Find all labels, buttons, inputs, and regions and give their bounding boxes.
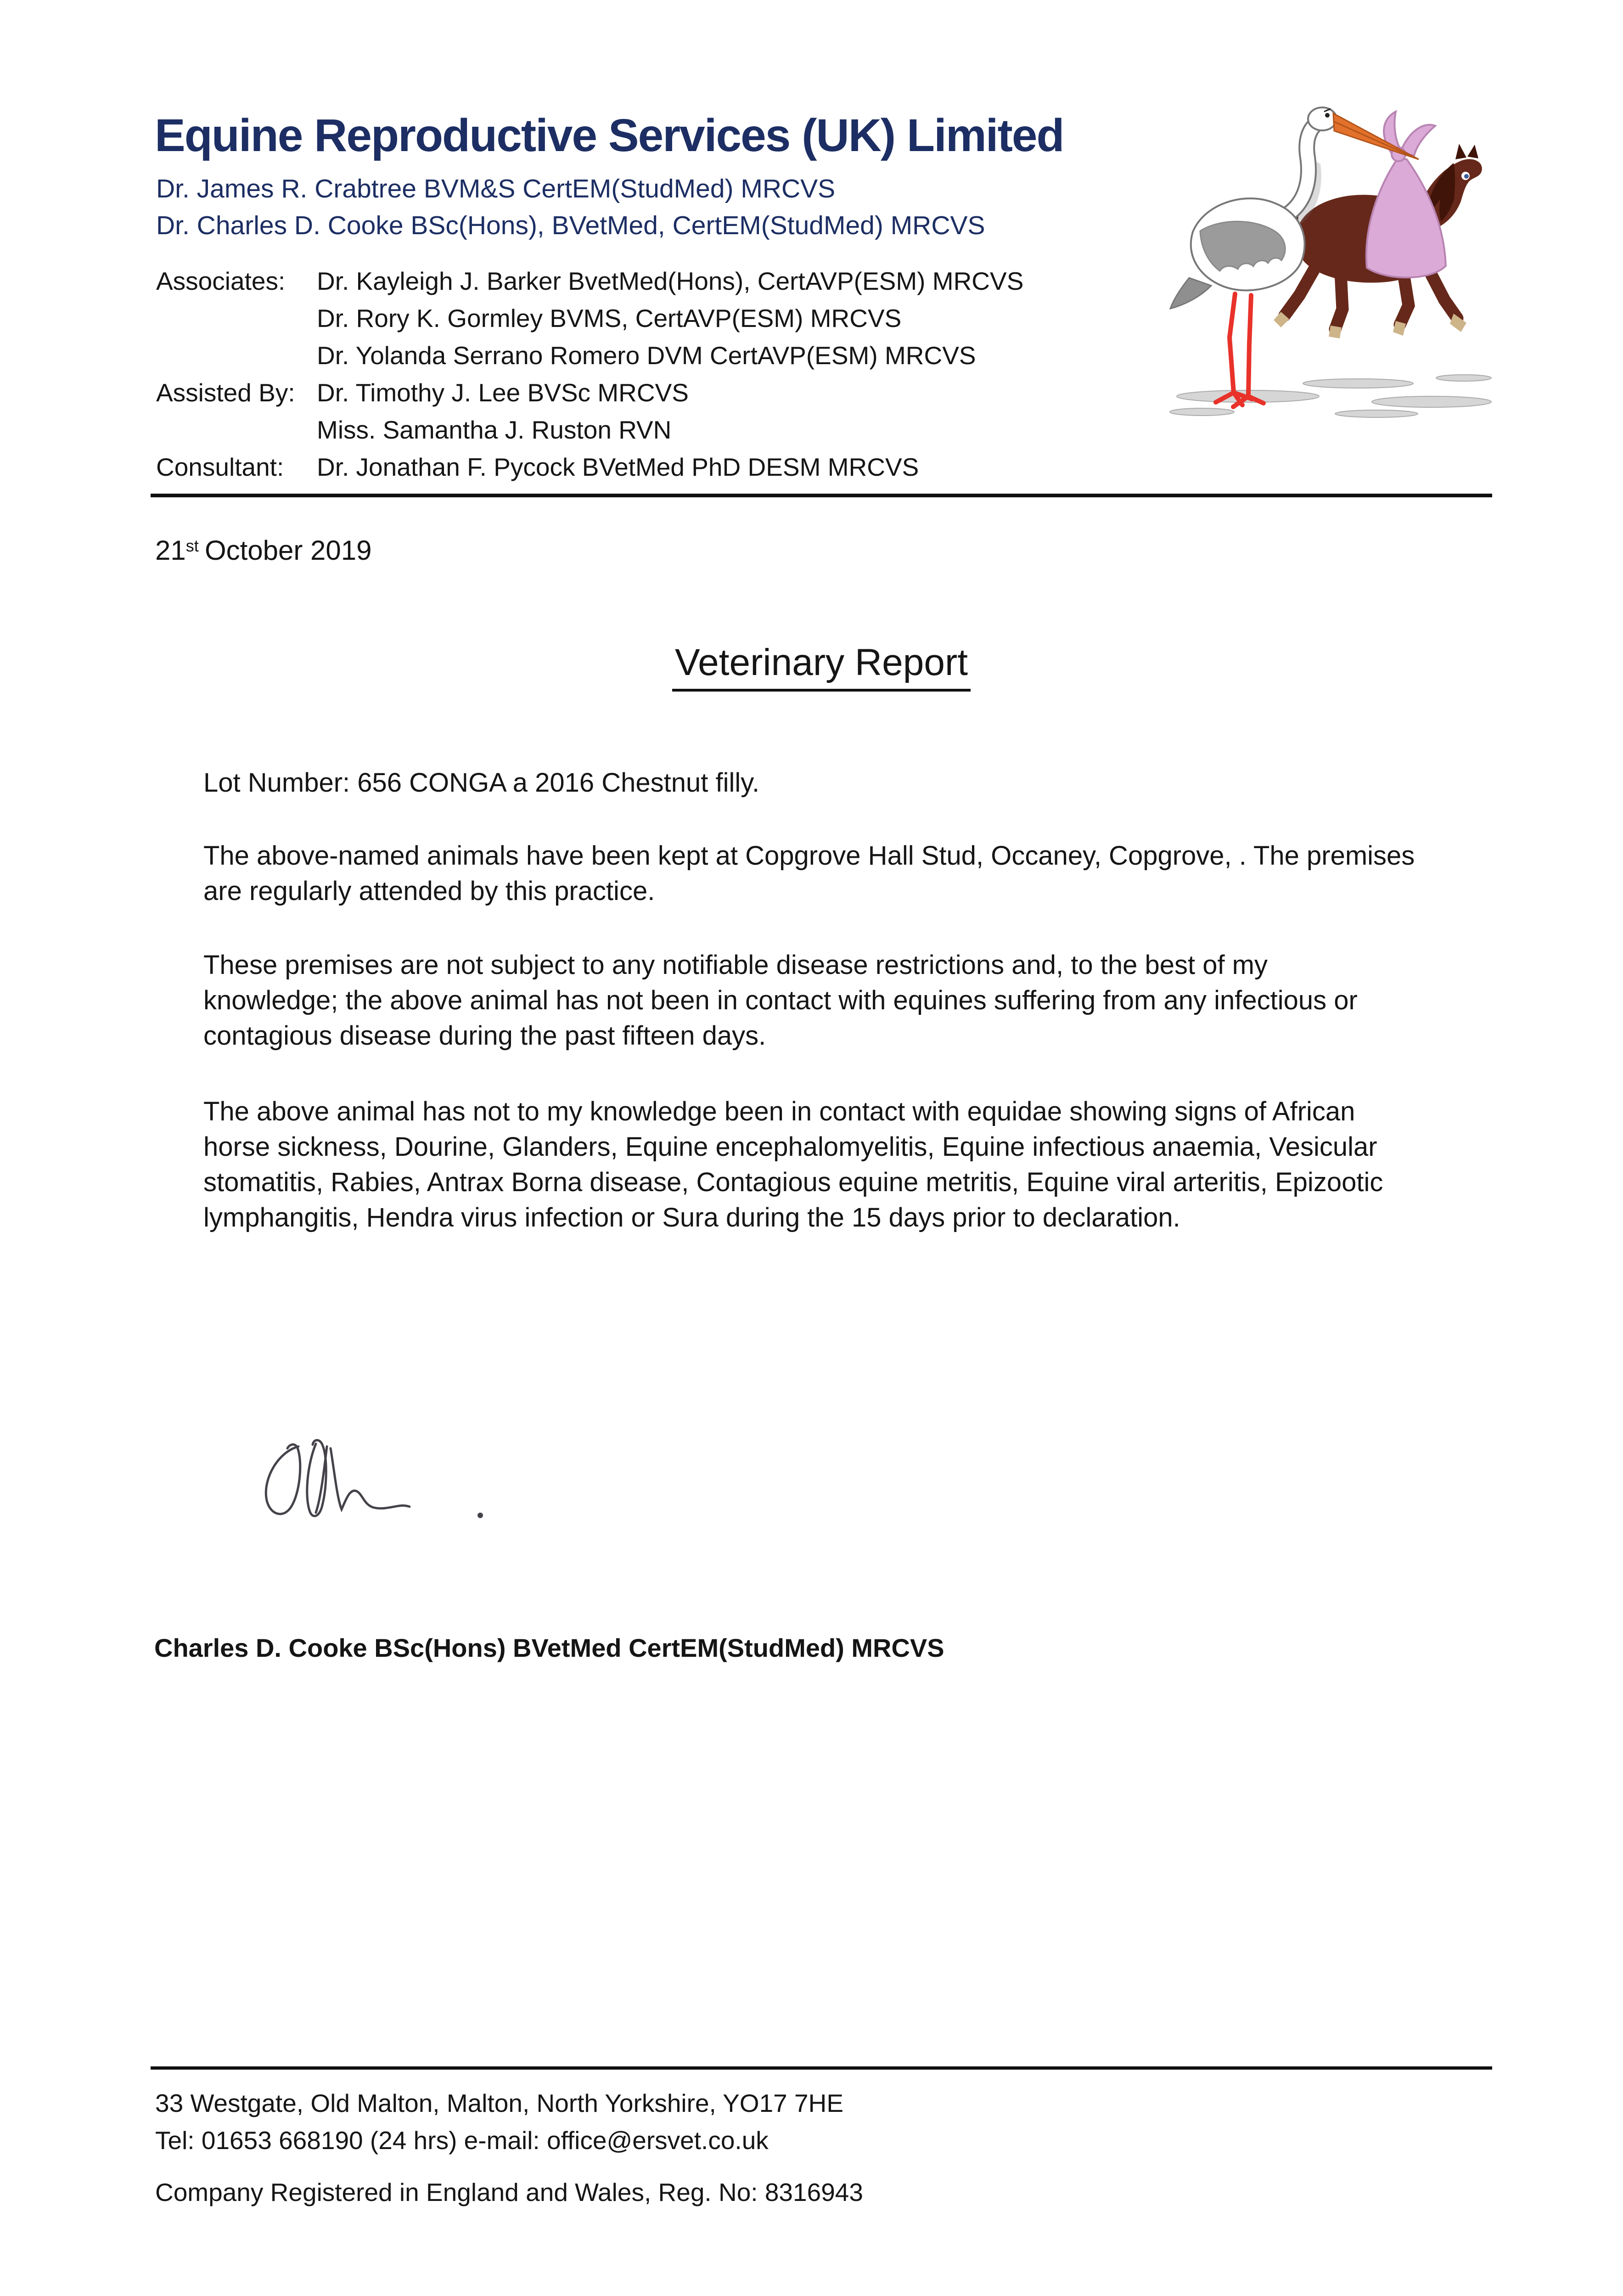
paragraph-line: contagious disease during the past fifteen days. [203, 1021, 766, 1051]
report-title: Veterinary Report [672, 641, 971, 692]
header-divider [151, 494, 1492, 497]
principal-line-2: Dr. Charles D. Cooke BSc(Hons), BVetMed, CertEM(StudMed) MRCVS [156, 211, 985, 240]
paragraph-line: The above-named animals have been kept at Copgrove Hall Stud, Occaney, Copgrove, . The premises [203, 841, 1415, 871]
footer-company-registration: Company Registered in England and Wales, Reg. No: 8316943 [155, 2178, 863, 2206]
paragraph-line: are regularly attended by this practice. [203, 876, 655, 906]
paragraph-line: The above animal has not to my knowledge been in contact with equidae showing signs of African [203, 1097, 1355, 1126]
staff-role-label [156, 300, 317, 337]
principal-line-1: Dr. James R. Crabtree BVM&S CertEM(StudMed) MRCVS [156, 174, 836, 203]
staff-row [156, 374, 1023, 411]
date-ordinal: st [185, 536, 199, 555]
staff-person: Dr. Yolanda Serrano Romero DVM CertAVP(ESM) MRCVS [317, 341, 976, 370]
paragraph-lot-number [203, 765, 759, 800]
paragraph-line: stomatitis, Rabies, Antrax Borna disease, Contagious equine metritis, Equine viral arteritis, Epizootic [203, 1167, 1383, 1197]
paragraph-line: lymphangitis, Hendra virus infection or Sura during the 15 days prior to declaration. [203, 1203, 1180, 1232]
footer-contact: Tel: 01653 668190 (24 hrs) e-mail: office@ersvet.co.uk [155, 2126, 769, 2155]
staff-role-label: Assisted By: [156, 378, 295, 407]
footer-contact-block [155, 2085, 843, 2159]
paragraph-premises [203, 838, 1415, 909]
stork-horse-logo-icon [1161, 80, 1501, 421]
staff-person: Dr. Timothy J. Lee BVSc MRCVS [317, 378, 689, 407]
footer-address: 33 Westgate, Old Malton, Malton, North Yorkshire, YO17 7HE [155, 2089, 844, 2117]
paragraph-declaration [203, 1094, 1383, 1235]
staff-person: Dr. Jonathan F. Pycock BVetMed PhD DESM MRCVS [317, 453, 919, 481]
staff-row [156, 411, 1023, 449]
staff-role-label: Consultant: [156, 453, 284, 481]
staff-role-label [156, 411, 317, 449]
staff-person: Miss. Samantha J. Ruston RVN [317, 416, 672, 444]
footer-divider [151, 2066, 1492, 2070]
staff-row [156, 263, 1023, 300]
staff-role-label: Associates: [156, 267, 286, 295]
letter-date [155, 535, 372, 566]
practice-title: Equine Reproductive Services (UK) Limited [155, 110, 1064, 161]
staff-person: Dr. Rory K. Gormley BVMS, CertAVP(ESM) MRCVS [317, 304, 902, 332]
date-rest: October 2019 [204, 535, 372, 566]
staff-row [156, 300, 1023, 337]
date-day: 21 [155, 535, 186, 566]
report-title-wrap [151, 641, 1492, 692]
paragraph-line: Lot Number: 656 CONGA a 2016 Chestnut filly. [203, 768, 760, 798]
paragraph-disease-restrictions [203, 947, 1358, 1053]
paragraph-line: horse sickness, Dourine, Glanders, Equine encephalomyelitis, Equine infectious anaemia, Vesicular [203, 1132, 1377, 1162]
signature-icon [257, 1437, 491, 1534]
paragraph-line: These premises are not subject to any notifiable disease restrictions and, to the best of my [203, 950, 1268, 980]
ground-icon [1170, 375, 1491, 417]
staff-person: Dr. Kayleigh J. Barker BvetMed(Hons), CertAVP(ESM) MRCVS [317, 267, 1024, 295]
paragraph-line: knowledge; the above animal has not been in contact with equines suffering from any infectious or [203, 985, 1358, 1015]
staff-row [156, 337, 1023, 374]
staff-list [156, 263, 1023, 486]
staff-role-label [156, 337, 317, 374]
staff-row [156, 449, 1023, 486]
signatory-name: Charles D. Cooke BSc(Hons) BVetMed CertEM(StudMed) MRCVS [154, 1633, 944, 1662]
